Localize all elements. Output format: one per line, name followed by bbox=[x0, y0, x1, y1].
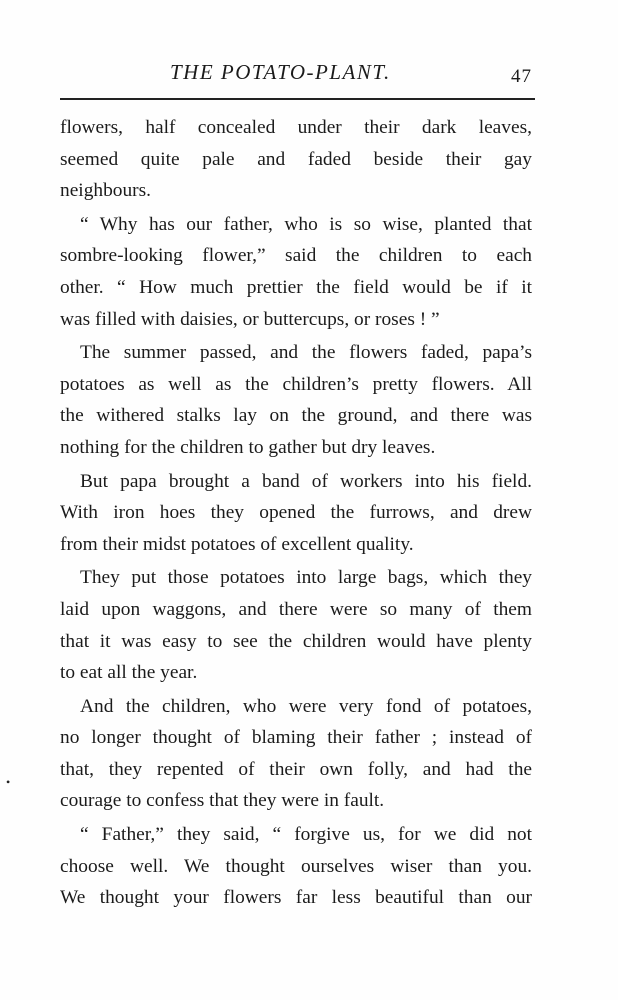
text-line: neighbours. bbox=[60, 180, 152, 202]
text-line: sombre-looking flower,” said the children to each bbox=[60, 245, 532, 267]
text-line: With iron hoes they opened the furrows, and drew bbox=[60, 502, 532, 524]
paragraph bbox=[60, 337, 532, 463]
text-line: potatoes as well as the children’s pretty flowers. All bbox=[60, 373, 532, 395]
paragraph bbox=[60, 691, 532, 817]
text-line: the withered stalks lay on the ground, and there was bbox=[60, 405, 532, 427]
text-line: was filled with daisies, or buttercups, or roses ! ” bbox=[60, 308, 440, 330]
text-line: “ Why has our father, who is so wise, planted that bbox=[80, 213, 532, 235]
paragraph bbox=[60, 112, 532, 207]
paragraph bbox=[60, 819, 532, 914]
body-text bbox=[60, 112, 532, 914]
page-header bbox=[60, 58, 535, 98]
text-line: courage to confess that they were in fault. bbox=[60, 790, 385, 812]
paragraph bbox=[60, 466, 532, 561]
text-line: from their midst potatoes of excellent quality. bbox=[60, 533, 414, 555]
text-line: But papa brought a band of workers into his field. bbox=[80, 470, 532, 492]
text-line: “ Father,” they said, “ forgive us, for we did not bbox=[80, 824, 532, 846]
text-line: They put those potatoes into large bags, which they bbox=[80, 567, 532, 589]
page-number: 47 bbox=[511, 66, 532, 87]
text-line: flowers, half concealed under their dark leaves, bbox=[60, 117, 532, 138]
text-line: choose well. We thought ourselves wiser than you. bbox=[60, 855, 532, 877]
paragraph bbox=[60, 562, 532, 688]
text-line: And the children, who were very fond of potatoes, bbox=[80, 695, 532, 717]
paragraph bbox=[60, 209, 532, 335]
text-line: We thought your flowers far less beautiful than our bbox=[60, 887, 532, 909]
text-line: seemed quite pale and faded beside their gay bbox=[60, 148, 532, 170]
running-title: THE POTATO-PLANT. bbox=[170, 60, 391, 84]
text-line: no longer thought of blaming their father ; instead of bbox=[60, 727, 532, 749]
text-line: that it was easy to see the children would have plenty bbox=[60, 630, 532, 652]
text-line: other. “ How much prettier the field would be if it bbox=[60, 276, 532, 298]
margin-speck-icon: • bbox=[6, 775, 11, 789]
header-rule bbox=[60, 98, 535, 100]
text-line: that, they repented of their own folly, and had the bbox=[60, 758, 532, 780]
text-line: The summer passed, and the flowers faded, papa’s bbox=[80, 342, 532, 364]
text-line: laid upon waggons, and there were so many of them bbox=[60, 598, 532, 620]
text-line: nothing for the children to gather but dry leaves. bbox=[60, 436, 436, 458]
text-line: to eat all the year. bbox=[60, 662, 198, 684]
